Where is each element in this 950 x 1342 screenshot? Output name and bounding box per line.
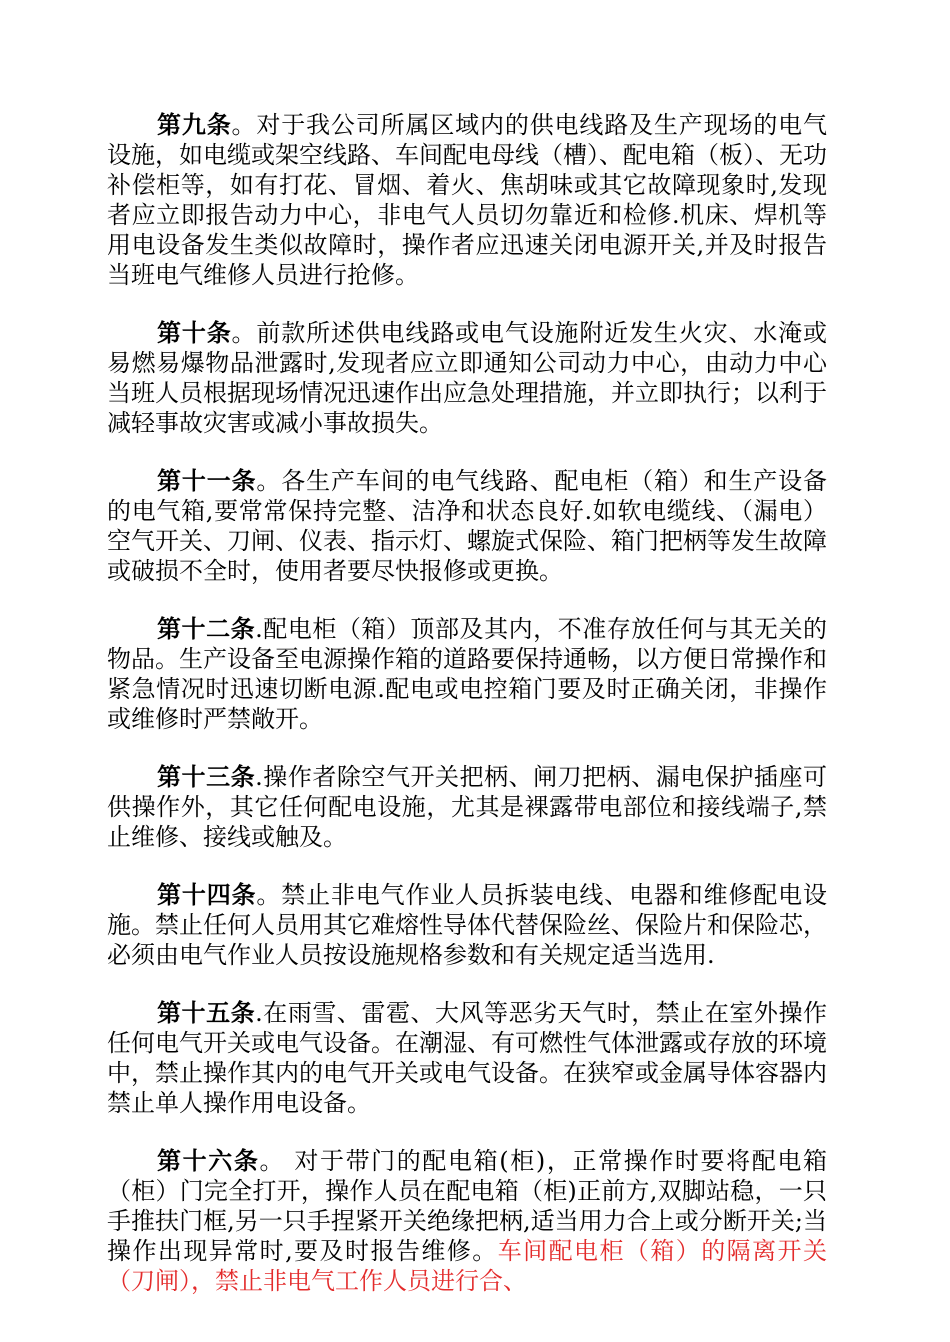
- article-10: [107, 318, 827, 438]
- article-text: 。对于我公司所属区域内的供电线路及生产现场的电气设施，如电缆或架空线路、车间配电母线（槽）、配电箱（板）、无功补偿柜等，如有打花、冒烟、着火、焦胡味或其它故障现象时,发现者应立即报告动力中心，非电气人员切勿靠近和检修.机床、焊机等用电设备发生类似故障时，操作者应迅速关闭电源开关,并及时报告当班电气维修人员进行抢修。: [107, 111, 828, 289]
- article-text: 。 对于带门的配电箱(柜)，正常操作时要将配电箱（柜）门完全打开，操作人员在配电箱（柜)正前方,双脚站稳，一只手推扶门框,另一只手捏紧开关绝缘把柄,适当用力合上或分断开关;当操作出现异常时,要及时报告维修。: [107, 1147, 827, 1265]
- article-title: 第十四条: [157, 881, 257, 909]
- article-title: 第九条: [157, 111, 232, 139]
- highlighted-text: 车间配电柜（箱）的隔离开关（刀闸），禁止非电气工作人员进行合、: [107, 1237, 827, 1295]
- article-title: 第十六条: [157, 1147, 260, 1175]
- article-text: 。禁止非电气作业人员拆装电线、电器和维修配电设施。禁止任何人员用其它难熔性导体代替保险丝、保险片和保险芯，必须由电气作业人员按设施规格参数和有关规定适当选用.: [107, 881, 828, 969]
- article-title: 第十五条: [157, 999, 256, 1027]
- article-text: .操作者除空气开关把柄、闸刀把柄、漏电保护插座可供操作外，其它任何配电设施，尤其是裸露带电部位和接线端子,禁止维修、接线或触及。: [107, 763, 827, 851]
- article-12: [107, 614, 827, 734]
- document-body: [107, 110, 827, 1324]
- article-text: 。各生产车间的电气线路、配电柜（箱）和生产设备的电气箱,要常常保持完整、洁净和状态良好.如软电缆线、（漏电）空气开关、刀闸、仪表、指示灯、螺旋式保险、箱门把柄等发生故障或破损不全时，使用者要尽快报修或更换。: [107, 467, 828, 585]
- article-15: [107, 998, 827, 1118]
- article-title: 第十条: [157, 319, 232, 347]
- article-title: 第十三条: [157, 763, 256, 791]
- article-title: 第十一条: [157, 467, 257, 495]
- article-title: 第十二条: [157, 615, 256, 643]
- article-text: .在雨雪、雷雹、大风等恶劣天气时，禁止在室外操作任何电气开关或电气设备。在潮湿、有可燃性气体泄露或存放的环境中，禁止操作其内的电气开关或电气设备。在狭窄或金属导体容器内禁止单人操作用电设备。: [107, 999, 827, 1117]
- article-text: .配电柜（箱）顶部及其内，不准存放任何与其无关的物品。生产设备至电源操作箱的道路要保持通畅，以方便日常操作和紧急情况时迅速切断电源.配电或电控箱门要及时正确关闭，非操作或维修时严禁敞开。: [107, 615, 827, 733]
- article-text: 。前款所述供电线路或电气设施附近发生火灾、水淹或易燃易爆物品泄露时,发现者应立即通知公司动力中心，由动力中心当班人员根据现场情况迅速作出应急处理措施，并立即执行；以利于减轻事故灾害或减小事故损失。: [107, 319, 828, 437]
- article-13: [107, 762, 827, 852]
- article-14: [107, 880, 827, 970]
- article-16: [107, 1146, 827, 1296]
- article-9: [107, 110, 827, 290]
- article-11: [107, 466, 827, 586]
